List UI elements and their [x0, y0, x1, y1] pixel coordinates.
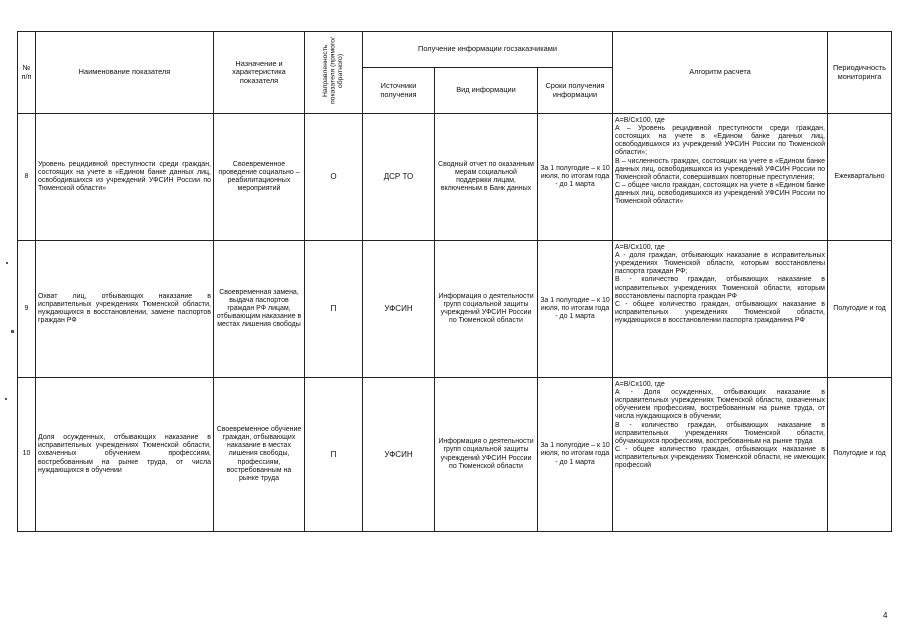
row-num: 9	[18, 241, 36, 378]
header-info-type: Вид информации	[435, 68, 538, 114]
algorithm-line-a: А – Уровень рецидивной преступности среди граждан, состоящих на учете в «Едином банке данных лиц, освободившихся из учреждений УФСИН России по Тюменской области»;	[615, 125, 825, 157]
algorithm-formula: А=В/Сх100, где	[615, 381, 665, 388]
algorithm-line-c: С - общее количество граждан, отбывающих наказание в исправительных учреждениях Тюменской области, нуждающихся в восстановлении паспорта гражданина РФ	[615, 300, 825, 324]
row-name: Охват лиц, отбывающих наказание в исправительных учреждениях Тюменской области, нуждающихся в восстановлении, замене паспортов граждан РФ	[36, 241, 214, 378]
algorithm-line-b: В – численность граждан, состоящих на учете в «Едином банке данных лиц, освободившихся из учреждений УФСИН России по Тюменской области, совершивших повторные преступления;	[615, 157, 825, 181]
row-periodicity: Ежеквартально	[828, 114, 892, 241]
row-direction: П	[305, 378, 363, 532]
table-row	[18, 378, 892, 532]
algorithm-line-c: С - общее количество граждан, отбывающих наказание в исправительных учреждениях Тюменской области, не имеющих профессий	[615, 445, 825, 470]
header-purpose: Назначение и характеристика показателя	[214, 32, 305, 114]
row-name: Доля осужденных, отбывающих наказание в исправительных учреждениях Тюменской области, охваченных обучением профессиям, востребованным на рынке труда, от числа нуждающихся в обучении	[36, 378, 214, 532]
row-periodicity: Полугодие и год	[828, 241, 892, 378]
row-direction: П	[305, 241, 363, 378]
row-periodicity: Полугодие и год	[828, 378, 892, 532]
algorithm-line-a: А - Доля осужденных, отбывающих наказание в исправительных учреждениях Тюменской области, охваченных обучением профессиям, востребованным на рынке труда, от числа нуждающихся в обучении;	[615, 389, 825, 421]
row-direction: О	[305, 114, 363, 241]
row-num: 10	[18, 378, 36, 532]
row-info-type: Информация о деятельности групп социальной защиты учреждений УФСИН России по Тюменской области	[435, 378, 538, 532]
row-purpose: Своевременная замена, выдача паспортов граждан РФ лицам, отбывающим наказание в местах лишения свободы	[214, 241, 305, 378]
row-purpose: Своевременное проведение социально – реабилитационных мероприятий	[214, 114, 305, 241]
header-num: № п/п	[18, 32, 36, 114]
row-source: УФСИН	[363, 378, 435, 532]
row-algorithm	[613, 241, 828, 378]
row-name: Уровень рецидивной преступности среди граждан, состоящих на учете в «Едином банке данных лиц, освободившихся из учреждений УФСИН России по Тюменской области»	[36, 114, 214, 241]
row-info-type: Информация о деятельности групп социальной защиты учреждений УФСИН России по Тюменской области	[435, 241, 538, 378]
row-terms: За 1 полугодие – к 10 июля, по итогам года - до 1 марта	[538, 378, 613, 532]
table-row	[18, 241, 892, 378]
header-algorithm: Алгоритм расчета	[613, 32, 828, 114]
row-purpose: Своевременное обучение граждан, отбывающих наказание в местах лишения свободы, профессиям, востребованным на рынке труда	[214, 378, 305, 532]
row-algorithm	[613, 114, 828, 241]
page-number: 4	[883, 611, 888, 620]
header-direction	[305, 32, 363, 114]
algorithm-line-a: А - доля граждан, отбывающих наказание в исправительных учреждениях Тюменской области, которым восстановлены паспорта граждан РФ;	[615, 252, 825, 276]
header-periodicity: Периодичность мониторинга	[828, 32, 892, 114]
row-source: УФСИН	[363, 241, 435, 378]
header-info-group: Получение информации госзаказчиками	[363, 32, 613, 68]
row-source: ДСР ТО	[363, 114, 435, 241]
header-source: Источники получения	[363, 68, 435, 114]
header-terms: Сроки получения информации	[538, 68, 613, 114]
algorithm-line-c: С – общее число граждан, состоящих на учете в «Едином банке данных лиц, освободившихся из учреждений УФСИН России по Тюменской области»	[615, 181, 825, 206]
header-direction-text: Направленность показателя (прямого/обратного)	[322, 37, 345, 105]
algorithm-formula: А=В/Сх100, где	[615, 244, 665, 251]
scan-speck	[6, 262, 8, 264]
row-num: 8	[18, 114, 36, 241]
scan-speck	[11, 330, 14, 333]
header-name: Наименование показателя	[36, 32, 214, 114]
algorithm-formula: А=В/Сх100, где	[615, 117, 665, 124]
algorithm-line-b: В - количество граждан, отбывающих наказание в исправительных учреждениях Тюменской области, которым восстановлены паспорта граждан РФ	[615, 276, 825, 300]
indicators-table	[17, 31, 892, 532]
row-terms: За 1 полугодие – к 10 июля, по итогам года - до 1 марта	[538, 241, 613, 378]
table-row	[18, 114, 892, 241]
scan-speck	[5, 398, 7, 400]
algorithm-line-b: В - количество граждан, отбывающих наказание в исправительных учреждениях Тюменской области, обучающихся профессиям, востребованным на рынке труда	[615, 421, 825, 445]
row-terms: За 1 полугодие – к 10 июля, по итогам года - до 1 марта	[538, 114, 613, 241]
row-algorithm	[613, 378, 828, 532]
row-info-type: Сводный отчет по оказанным мерам социальной поддержки лицам, включенным в Банк данных	[435, 114, 538, 241]
